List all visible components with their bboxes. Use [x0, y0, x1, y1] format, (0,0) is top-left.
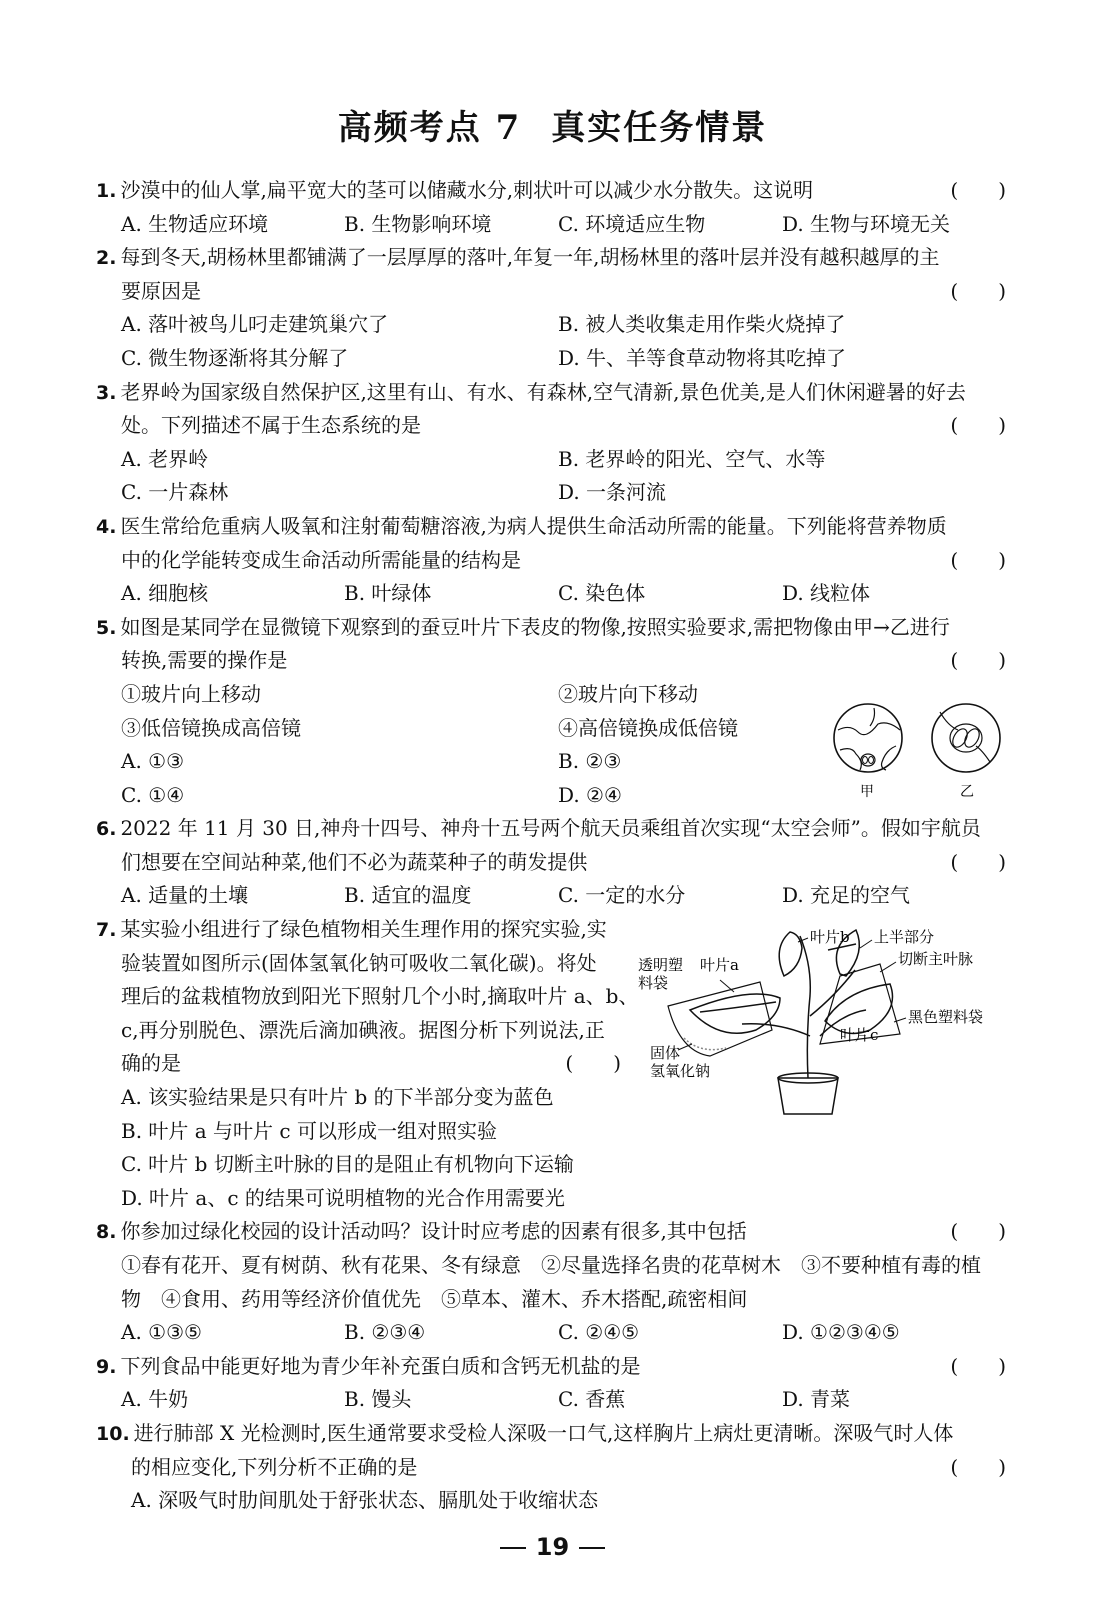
question-10-option-a: A. 深吸气时肋间肌处于舒张状态、膈肌处于收缩状态 [131, 1488, 599, 1513]
item-4: ④高倍镜换成低倍镜 [558, 715, 738, 740]
label-clear-bag-1: 透明塑 [638, 956, 684, 974]
option-b: B. ②③ [558, 749, 622, 774]
answer-blank: ( ) [950, 547, 1006, 572]
answer-blank: ( ) [950, 648, 1006, 673]
option-c: C. ②④⑤ [558, 1320, 640, 1345]
view-jia [834, 704, 902, 772]
question-2-line-2: 要原因是 ( ) [96, 275, 1006, 309]
question-7-option-d: D. 叶片 a、c 的结果可说明植物的光合作用需要光 [121, 1185, 565, 1210]
question-7-line-4: c,再分别脱色、漂洗后滴加碘液。据图分析下列说法,正 [121, 1017, 605, 1042]
question-4-line-2: 中的化学能转变成生命活动所需能量的结构是 ( ) [96, 544, 1006, 578]
label-leaf-a: 叶片a [700, 956, 739, 974]
question-3-line-1: 3. 老界岭为国家级自然保护区,这里有山、有水、有森林,空气清新,景色优美,是人们休闲避暑的好去 [96, 379, 966, 404]
page-title [0, 100, 1105, 149]
question-number: 10. [96, 1422, 130, 1445]
answer-blank: ( ) [950, 1454, 1006, 1479]
question-number: 4. [96, 515, 117, 538]
option-b: B. 适宜的温度 [344, 883, 472, 908]
plant-experiment-figure [638, 926, 1020, 1116]
label-naoh-2: 氢氧化钠 [650, 1062, 711, 1080]
question-number: 8. [96, 1221, 117, 1244]
option-c: C. ①④ [121, 782, 185, 807]
item-2: ②玻片向下移动 [558, 681, 698, 706]
question-6-line-2: 们想要在空间站种菜,他们不必为蔬菜种子的萌发提供 ( ) [96, 846, 1006, 880]
option-a: A. 牛奶 [121, 1387, 189, 1412]
label-clear-bag-2: 料袋 [638, 974, 669, 992]
option-c: C. 一片森林 [121, 480, 229, 505]
label-black-bag: 黑色塑料袋 [908, 1008, 984, 1026]
option-b: B. 被人类收集走用作柴火烧掉了 [558, 312, 846, 337]
option-d: D. ②④ [558, 782, 622, 807]
option-a: A. 适量的土壤 [121, 883, 249, 908]
answer-blank: ( ) [950, 278, 1006, 303]
question-5-line-2: 转换,需要的操作是 ( ) [96, 644, 1006, 678]
answer-blank: ( ) [565, 1051, 621, 1076]
question-7-option-a: A. 该实验结果是只有叶片 b 的下半部分变为蓝色 [121, 1085, 554, 1110]
question-9-line-1: 9. 下列食品中能更好地为青少年补充蛋白质和含钙无机盐的是 ( ) [96, 1350, 1006, 1384]
question-number: 3. [96, 381, 117, 404]
option-d: D. 线粒体 [782, 581, 871, 606]
title-left: 高频考点 7 [337, 108, 522, 148]
option-c: C. 香蕉 [558, 1387, 626, 1412]
question-number: 2. [96, 247, 117, 270]
question-1-line-1: 1. 沙漠中的仙人掌,扁平宽大的茎可以储藏水分,刺状叶可以减少水分散失。这说明 ( ) [96, 174, 1006, 208]
question-list [96, 174, 1006, 1518]
option-a: A. 生物适应环境 [121, 211, 269, 236]
title-right: 真实任务情景 [551, 108, 768, 148]
label-leaf-c: 叶片c [840, 1026, 879, 1044]
question-7-option-c: C. 叶片 b 切断主叶脉的目的是阻止有机物向下运输 [121, 1152, 574, 1177]
label-leaf-b: 叶片b [810, 928, 850, 946]
question-number: 1. [96, 180, 117, 202]
item-1: ①玻片向上移动 [121, 681, 261, 706]
question-7-option-b: B. 叶片 a 与叶片 c 可以形成一组对照实验 [121, 1118, 497, 1143]
option-d: D. 牛、羊等食草动物将其吃掉了 [558, 345, 847, 370]
question-8-line-1: 8. 你参加过绿化校园的设计活动吗？设计时应考虑的因素有很多,其中包括 ( ) [96, 1215, 1006, 1249]
answer-blank: ( ) [950, 1353, 1006, 1378]
label-yi: 乙 [960, 784, 974, 800]
question-6-options [96, 879, 1006, 913]
question-number: 6. [96, 818, 117, 841]
option-b: B. ②③④ [344, 1320, 426, 1345]
question-7-line-5: 确的是 ( ) [96, 1047, 621, 1081]
answer-blank: ( ) [950, 178, 1006, 202]
option-a: A. ①③⑤ [121, 1320, 202, 1345]
page-number: 19 [535, 1533, 570, 1561]
question-6-line-1: 6. 2022 年 11 月 30 日,神舟十四号、神舟十五号两个航天员乘组首次实现“太空会师”。假如宇航员 [96, 816, 981, 841]
page-footer [0, 1533, 1105, 1561]
option-c: C. 环境适应生物 [558, 211, 706, 236]
footer-dash-right [579, 1547, 605, 1549]
question-3-options-cd [96, 476, 1006, 510]
answer-blank: ( ) [950, 413, 1006, 438]
question-3-line-2: 处。下列描述不属于生态系统的是 ( ) [96, 409, 1006, 443]
microscope-views-figure [830, 700, 1010, 800]
label-jia: 甲 [860, 784, 874, 800]
question-4-options [96, 577, 1006, 611]
question-8-options [96, 1316, 1006, 1350]
label-upper-half: 上半部分 [874, 928, 935, 946]
question-7-line-2: 验装置如图所示(固体氢氧化钠可吸收二氧化碳)。将处 [121, 950, 597, 975]
option-b: B. 生物影响环境 [344, 211, 492, 236]
item-3: ③低倍镜换成高倍镜 [121, 715, 301, 740]
question-7-line-3: 理后的盆栽植物放到阳光下照射几个小时,摘取叶片 a、b、 [121, 984, 639, 1009]
question-2-line-1: 2. 每到冬天,胡杨林里都铺满了一层厚厚的落叶,年复一年,胡杨林里的落叶层并没有越积越厚的主 [96, 245, 940, 270]
question-10-line-1: 10. 进行肺部 X 光检测时,医生通常要求受检人深吸一口气,这样胸片上病灶更清晰。深吸气时人体 [96, 1420, 954, 1445]
option-b: B. 老界岭的阳光、空气、水等 [558, 446, 826, 471]
answer-blank: ( ) [950, 1219, 1006, 1244]
option-a: A. ①③ [121, 749, 185, 774]
option-a: A. 老界岭 [121, 446, 209, 471]
option-c: C. 微生物逐渐将其分解了 [121, 345, 349, 370]
question-5-line-1: 5. 如图是某同学在显微镜下观察到的蚕豆叶片下表皮的物像,按照实验要求,需把物像由甲→乙进行 [96, 614, 950, 639]
question-4-line-1: 4. 医生常给危重病人吸氧和注射葡萄糖溶液,为病人提供生命活动所需的能量。下列能将营养物质 [96, 513, 947, 538]
option-d: D. 青菜 [782, 1387, 851, 1412]
option-a: A. 细胞核 [121, 581, 209, 606]
option-d: D. 生物与环境无关 [782, 211, 951, 236]
option-d: D. 充足的空气 [782, 883, 911, 908]
footer-dash-left [500, 1547, 526, 1549]
question-8-line-2: ①春有花开、夏有树荫、秋有花果、冬有绿意 ②尽量选择名贵的花草树木 ③不要种植有毒的植 [121, 1253, 981, 1277]
question-2-options-cd [96, 342, 1006, 376]
answer-blank: ( ) [950, 849, 1006, 874]
label-cut-vein: 切断主叶脉 [898, 950, 974, 968]
question-3-options-ab [96, 443, 1006, 477]
question-1-options [96, 208, 1006, 242]
question-10-line-2: 的相应变化,下列分析不正确的是 ( ) [96, 1451, 1006, 1485]
option-b: B. 叶绿体 [344, 581, 432, 606]
question-8-line-3: 物 ④食用、药用等经济价值优先 ⑤草本、灌木、乔木搭配,疏密相间 [121, 1286, 748, 1311]
question-7-line-1: 7. 某实验小组进行了绿色植物相关生理作用的探究实验,实 [96, 917, 607, 942]
option-c: C. 染色体 [558, 581, 646, 606]
view-yi [932, 704, 1000, 772]
option-a: A. 落叶被鸟儿叼走建筑巢穴了 [121, 312, 389, 337]
option-c: C. 一定的水分 [558, 883, 686, 908]
option-d: D. ①②③④⑤ [782, 1320, 900, 1345]
question-number: 7. [96, 919, 117, 942]
option-d: D. 一条河流 [558, 480, 667, 505]
option-b: B. 馒头 [344, 1387, 412, 1412]
question-number: 5. [96, 616, 117, 639]
question-9-options [96, 1383, 1006, 1417]
question-number: 9. [96, 1355, 117, 1378]
question-2-options-ab [96, 308, 1006, 342]
label-naoh-1: 固体 [650, 1044, 681, 1062]
